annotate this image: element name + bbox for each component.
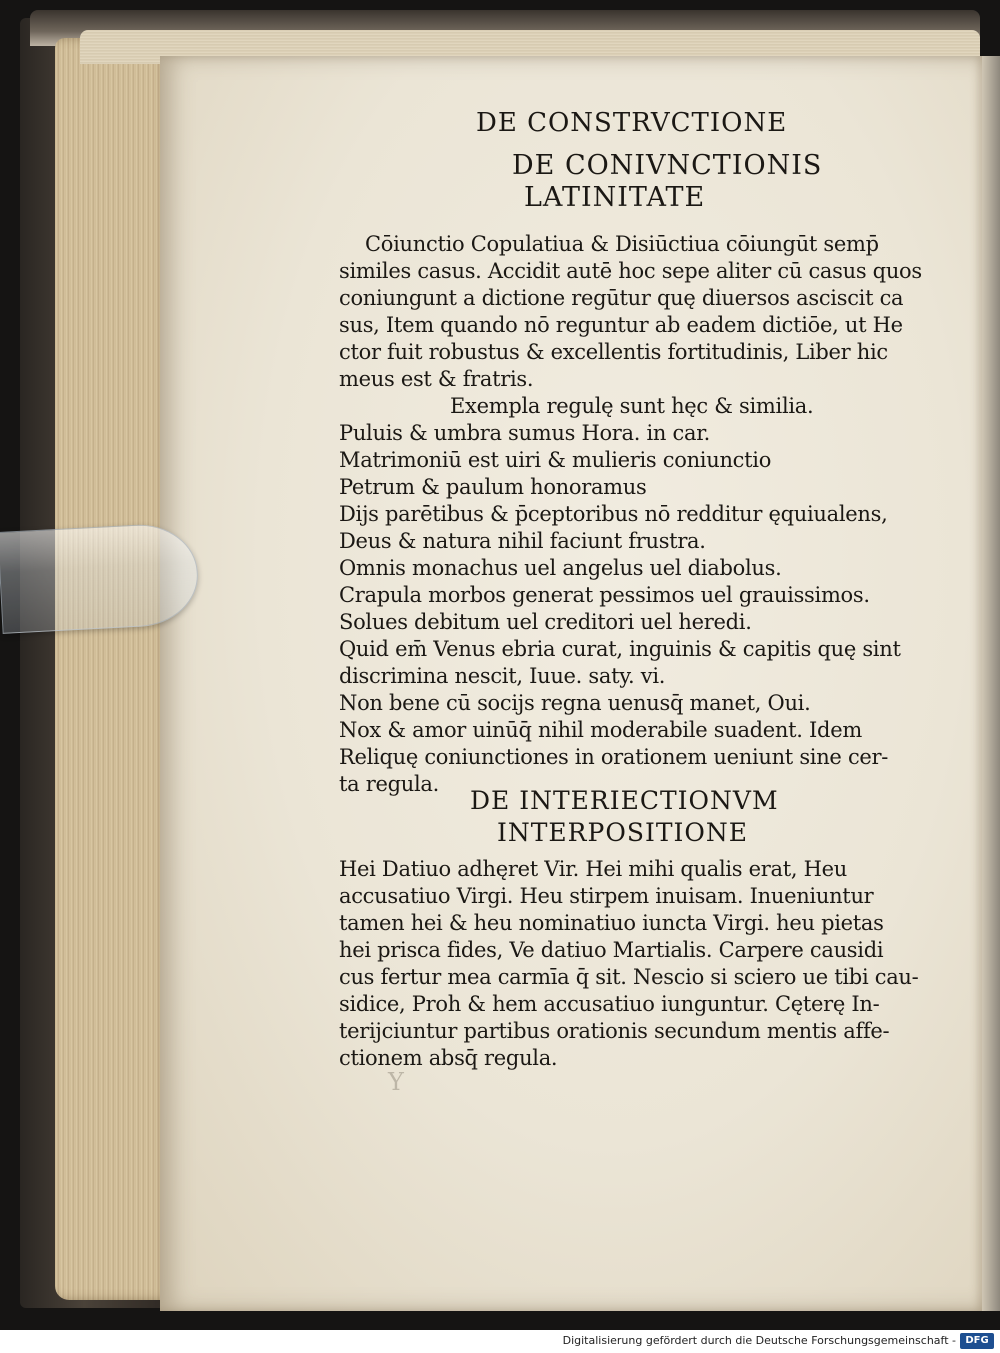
text-line: accusatiuo Virgi. Heu stirpem inuisam. Inueniuntur bbox=[339, 884, 874, 908]
text-line: cus fertur mea carmīa q̄ sit. Nescio si sciero ue tibi cau- bbox=[339, 965, 919, 989]
text-line: hei prisca fides, Ve datiuo Martialis. Carpere causidi bbox=[339, 938, 884, 962]
page-edges-left bbox=[55, 38, 170, 1300]
text-line: Omnis monachus uel angelus uel diabolus. bbox=[339, 556, 782, 580]
text-line: ctor fuit robustus & excellentis fortitudinis, Liber hic bbox=[339, 340, 888, 364]
text-line: Non bene cū socijs regna uenusq̄ manet, Oui. bbox=[339, 691, 811, 715]
dfg-logo: DFG bbox=[960, 1333, 994, 1349]
section-title-conjunctions-line1: DE CONIVNCTIONIS bbox=[512, 150, 823, 181]
text-line: Cōiunctio Copulatiua & Disiūctiua cōiungūt semp̄ bbox=[365, 232, 879, 256]
text-line: Nox & amor uinūq̄ nihil moderabile suadent. Idem bbox=[339, 718, 862, 742]
text-line: discrimina nescit, Iuue. saty. vi. bbox=[339, 664, 666, 688]
digitization-footer bbox=[0, 1330, 1000, 1353]
text-line: similes casus. Accidit autē hoc sepe aliter cū casus quos bbox=[339, 259, 922, 283]
text-line: Petrum & paulum honoramus bbox=[339, 475, 647, 499]
funding-credit: Digitalisierung gefördert durch die Deutsche Forschungsgemeinschaft - bbox=[562, 1334, 956, 1347]
text-line: Quid em̄ Venus ebria curat, inguinis & capitis quę sint bbox=[339, 637, 901, 661]
glass-page-weight bbox=[0, 522, 200, 634]
next-leaf-edge bbox=[982, 56, 1000, 1311]
text-line: Reliquę coniunctiones in orationem ueniunt sine cer- bbox=[339, 745, 889, 769]
text-line: meus est & fratris. bbox=[339, 367, 534, 391]
text-line: sidice, Proh & hem accusatiuo iunguntur. Cęterę In- bbox=[339, 992, 880, 1016]
running-head: DE CONSTRVCTIONE bbox=[476, 108, 788, 138]
text-line: tamen hei & heu nominatiuo iuncta Virgi. heu pietas bbox=[339, 911, 884, 935]
signature-mark: Y bbox=[388, 1068, 404, 1096]
text-line: Hei Datiuo adhęret Vir. Hei mihi qualis erat, Heu bbox=[339, 857, 847, 881]
text-line: terijciuntur partibus orationis secundum mentis affe- bbox=[339, 1019, 890, 1043]
text-line: sus, Item quando nō reguntur ab eadem dictiōe, ut He bbox=[339, 313, 903, 337]
text-line: Exempla regulę sunt hęc & similia. bbox=[450, 394, 814, 418]
text-line: Deus & natura nihil faciunt frustra. bbox=[339, 529, 706, 553]
section-title-conjunctions-line2: LATINITATE bbox=[524, 182, 706, 213]
text-line: Solues debitum uel creditori uel heredi. bbox=[339, 610, 752, 634]
section-title-interjections-line1: DE INTERIECTIONVM bbox=[470, 786, 779, 815]
text-line: Dijs parētibus & p̄ceptoribus nō redditur ęquiualens, bbox=[339, 502, 888, 526]
text-line: Crapula morbos generat pessimos uel grauissimos. bbox=[339, 583, 870, 607]
text-line: coniungunt a dictione regūtur quę diuersos asciscit ca bbox=[339, 286, 904, 310]
text-line: Puluis & umbra sumus Hora. in car. bbox=[339, 421, 711, 445]
text-line: Matrimoniū est uiri & mulieris coniunctio bbox=[339, 448, 772, 472]
section-title-interjections-line2: INTERPOSITIONE bbox=[497, 818, 748, 847]
text-line: ctionem absq̄ regula. bbox=[339, 1046, 558, 1070]
text-line: ta regula. bbox=[339, 772, 439, 796]
